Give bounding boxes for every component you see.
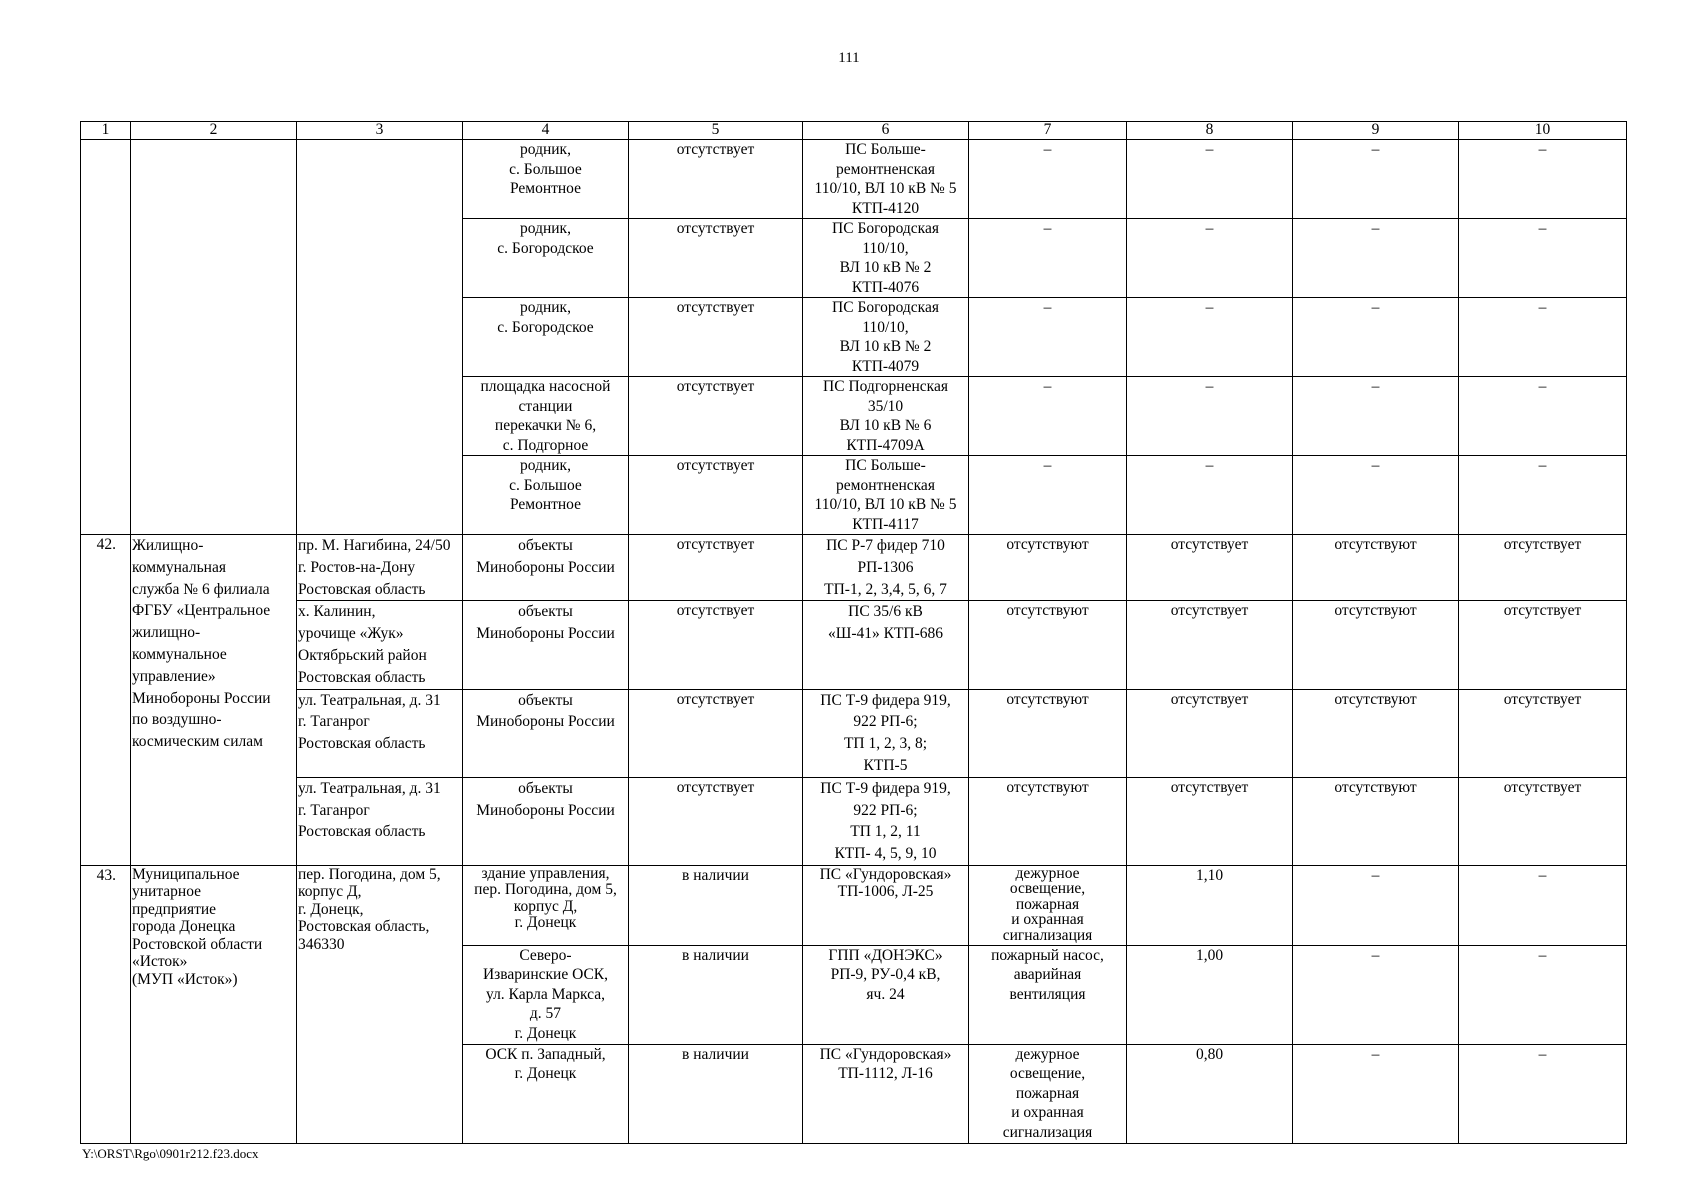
power-source-cell: ПС Т-9 фидера 919, 922 РП-6; ТП 1, 2, 11 КТП- 4, 5, 9, 10 — [803, 777, 969, 865]
col9-cell: отсутствуют — [1293, 777, 1459, 865]
col10-cell: отсутствует — [1459, 689, 1627, 777]
data-table — [80, 121, 1627, 1144]
address-cell — [297, 140, 463, 535]
col9-cell: – — [1293, 1044, 1459, 1143]
col10-cell: – — [1459, 219, 1627, 298]
col9-cell: – — [1293, 298, 1459, 377]
generator-cell: отсутствует — [629, 219, 803, 298]
consumers-cell: отсутствуют — [969, 689, 1127, 777]
consumers-cell: отсутствуют — [969, 777, 1127, 865]
power-cell: 0,80 — [1127, 1044, 1293, 1143]
generator-cell: отсутствует — [629, 777, 803, 865]
power-cell: – — [1127, 377, 1293, 456]
col9-cell: – — [1293, 219, 1459, 298]
organization-cell: Жилищно- коммунальная служба № 6 филиала ФГБУ «Центральное жилищно- коммунальное управление» Минобороны России по воздушно- космическим силам — [131, 535, 297, 866]
power-cell: – — [1127, 456, 1293, 535]
consumers-cell: – — [969, 140, 1127, 219]
power-cell: 1,00 — [1127, 945, 1293, 1044]
generator-cell: отсутствует — [629, 377, 803, 456]
object-cell: объекты Минобороны России — [463, 689, 629, 777]
object-cell: родник, с. Богородское — [463, 298, 629, 377]
address-cell: пер. Погодина, дом 5, корпус Д, г. Донецк, Ростовская область, 346330 — [297, 865, 463, 1143]
object-cell: здание управления, пер. Погодина, дом 5, корпус Д, г. Донецк — [463, 865, 629, 945]
object-cell: Северо- Изваринские ОСК, ул. Карла Маркса, д. 57 г. Донецк — [463, 945, 629, 1044]
object-cell: родник, с. Большое Ремонтное — [463, 456, 629, 535]
col10-cell: – — [1459, 140, 1627, 219]
power-cell: – — [1127, 298, 1293, 377]
generator-cell: отсутствует — [629, 298, 803, 377]
power-cell: – — [1127, 219, 1293, 298]
address-cell: х. Калинин, урочище «Жук» Октябрьский район Ростовская область — [297, 601, 463, 689]
power-source-cell: ПС Богородская 110/10, ВЛ 10 кВ № 2 КТП-4076 — [803, 219, 969, 298]
consumers-cell: дежурное освещение, пожарная и охранная сигнализация — [969, 1044, 1127, 1143]
organization-cell: Муниципальное унитарное предприятие города Донецка Ростовской области «Исток» (МУП «Исток») — [131, 865, 297, 1143]
power-source-cell: ГПП «ДОНЭКС» РП-9, РУ-0,4 кВ, яч. 24 — [803, 945, 969, 1044]
object-cell: родник, с. Богородское — [463, 219, 629, 298]
consumers-cell: отсутствуют — [969, 535, 1127, 601]
generator-cell: в наличии — [629, 945, 803, 1044]
col9-cell: – — [1293, 140, 1459, 219]
col10-cell: отсутствует — [1459, 777, 1627, 865]
consumers-cell: пожарный насос, аварийная вентиляция — [969, 945, 1127, 1044]
col9-cell: – — [1293, 945, 1459, 1044]
col9-cell: – — [1293, 456, 1459, 535]
consumers-cell: – — [969, 456, 1127, 535]
header-cell: 9 — [1293, 122, 1459, 140]
table-row — [81, 689, 1627, 777]
col10-cell: – — [1459, 945, 1627, 1044]
power-source-cell: ПС Т-9 фидера 919, 922 РП-6; ТП 1, 2, 3, 8; КТП-5 — [803, 689, 969, 777]
power-source-cell: ПС Больше- ремонтненская 110/10, ВЛ 10 кВ № 5 КТП-4120 — [803, 140, 969, 219]
address-cell: пр. М. Нагибина, 24/50 г. Ростов-на-Дону Ростовская область — [297, 535, 463, 601]
col10-cell: – — [1459, 377, 1627, 456]
header-cell: 2 — [131, 122, 297, 140]
generator-cell: отсутствует — [629, 689, 803, 777]
row-number-cell: 43. — [81, 865, 131, 1143]
header-cell: 4 — [463, 122, 629, 140]
col10-cell: – — [1459, 865, 1627, 945]
power-source-cell: ПС Богородская 110/10, ВЛ 10 кВ № 2 КТП-4079 — [803, 298, 969, 377]
col9-cell: отсутствуют — [1293, 689, 1459, 777]
col10-cell: отсутствует — [1459, 535, 1627, 601]
object-cell: площадка насосной станции перекачки № 6, с. Подгорное — [463, 377, 629, 456]
power-source-cell: ПС «Гундоровская» ТП-1006, Л-25 — [803, 865, 969, 945]
object-cell: родник, с. Большое Ремонтное — [463, 140, 629, 219]
organization-cell — [131, 140, 297, 535]
object-cell: объекты Минобороны России — [463, 535, 629, 601]
header-cell: 6 — [803, 122, 969, 140]
power-source-cell: ПС «Гундоровская» ТП-1112, Л-16 — [803, 1044, 969, 1143]
header-cell: 10 — [1459, 122, 1627, 140]
row-number-cell — [81, 140, 131, 535]
power-cell: отсутствует — [1127, 689, 1293, 777]
header-cell: 1 — [81, 122, 131, 140]
table-row — [81, 535, 1627, 601]
col10-cell: отсутствует — [1459, 601, 1627, 689]
table-row — [81, 601, 1627, 689]
col10-cell: – — [1459, 298, 1627, 377]
header-cell: 3 — [297, 122, 463, 140]
generator-cell: в наличии — [629, 865, 803, 945]
object-cell: объекты Минобороны России — [463, 601, 629, 689]
power-cell: отсутствует — [1127, 777, 1293, 865]
page-number: 111 — [838, 50, 860, 66]
consumers-cell: отсутствуют — [969, 601, 1127, 689]
power-source-cell: ПС Р-7 фидер 710 РП-1306 ТП-1, 2, 3,4, 5, 6, 7 — [803, 535, 969, 601]
col10-cell: – — [1459, 1044, 1627, 1143]
header-cell: 8 — [1127, 122, 1293, 140]
table-row — [81, 865, 1627, 945]
consumers-cell: – — [969, 298, 1127, 377]
row-number-cell: 42. — [81, 535, 131, 866]
generator-cell: в наличии — [629, 1044, 803, 1143]
consumers-cell: дежурное освещение, пожарная и охранная сигнализация — [969, 865, 1127, 945]
col9-cell: отсутствуют — [1293, 535, 1459, 601]
object-cell: объекты Минобороны России — [463, 777, 629, 865]
power-source-cell: ПС 35/6 кВ «Ш-41» КТП-686 — [803, 601, 969, 689]
consumers-cell: – — [969, 377, 1127, 456]
table-row — [81, 777, 1627, 865]
power-cell: – — [1127, 140, 1293, 219]
col9-cell: – — [1293, 377, 1459, 456]
power-cell: 1,10 — [1127, 865, 1293, 945]
object-cell: ОСК п. Западный, г. Донецк — [463, 1044, 629, 1143]
header-cell: 7 — [969, 122, 1127, 140]
header-cell: 5 — [629, 122, 803, 140]
col10-cell: – — [1459, 456, 1627, 535]
generator-cell: отсутствует — [629, 140, 803, 219]
generator-cell: отсутствует — [629, 456, 803, 535]
address-cell: ул. Театральная, д. 31 г. Таганрог Ростовская область — [297, 777, 463, 865]
generator-cell: отсутствует — [629, 535, 803, 601]
power-source-cell: ПС Больше- ремонтненская 110/10, ВЛ 10 кВ № 5 КТП-4117 — [803, 456, 969, 535]
file-path-footer: Y:\ORST\Rgo\0901r212.f23.docx — [82, 1146, 259, 1161]
address-cell: ул. Театральная, д. 31 г. Таганрог Ростовская область — [297, 689, 463, 777]
consumers-cell: – — [969, 219, 1127, 298]
power-cell: отсутствует — [1127, 535, 1293, 601]
table-row — [81, 140, 1627, 219]
generator-cell: отсутствует — [629, 601, 803, 689]
table-header-row — [81, 122, 1627, 140]
power-cell: отсутствует — [1127, 601, 1293, 689]
col9-cell: отсутствуют — [1293, 601, 1459, 689]
col9-cell: – — [1293, 865, 1459, 945]
power-source-cell: ПС Подгорненская 35/10 ВЛ 10 кВ № 6 КТП-4709А — [803, 377, 969, 456]
